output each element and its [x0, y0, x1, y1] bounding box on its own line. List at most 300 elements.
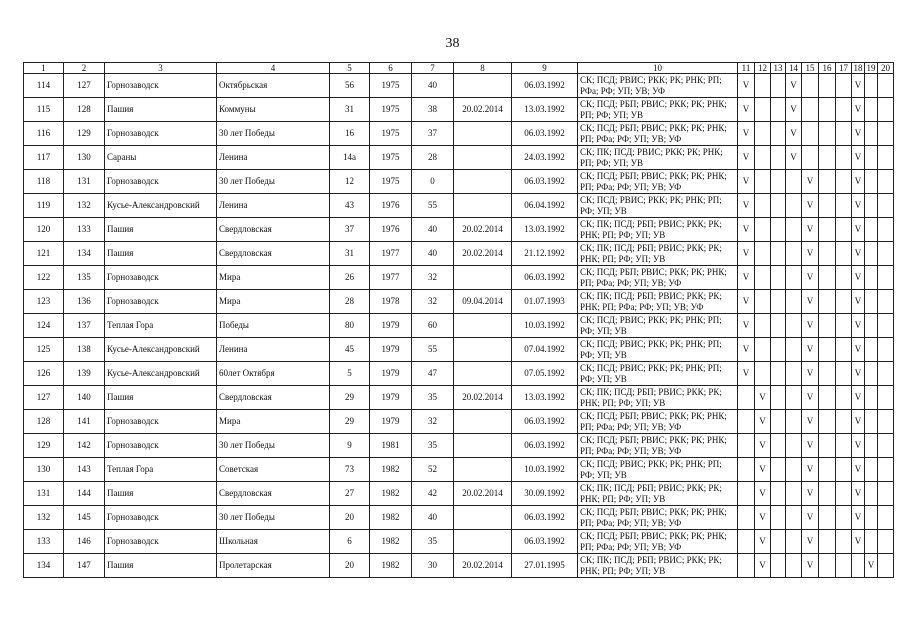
mark-cell: [836, 170, 852, 194]
mark-cell: V: [755, 530, 771, 554]
mark-cell: V: [738, 74, 755, 98]
mark-cell: [878, 122, 894, 146]
year-cell: 1981: [370, 434, 412, 458]
settlement-cell: Горнозаводск: [105, 74, 217, 98]
date-cell: 06.03.1992: [512, 266, 578, 290]
value-cell: 35: [412, 434, 454, 458]
mark-cell: V: [802, 458, 819, 482]
mark-cell: [836, 242, 852, 266]
mark-cell: V: [738, 98, 755, 122]
mark-cell: [786, 242, 802, 266]
date-cell: [454, 170, 512, 194]
mark-cell: V: [802, 338, 819, 362]
date-cell: 06.03.1992: [512, 74, 578, 98]
mark-cell: V: [786, 74, 802, 98]
row-number: 119: [24, 194, 64, 218]
date-cell: 06.03.1992: [512, 506, 578, 530]
column-header: 20: [878, 63, 894, 74]
value-cell: 35: [412, 530, 454, 554]
column-header: 11: [738, 63, 755, 74]
object-number: 133: [64, 218, 105, 242]
table-row: [24, 74, 894, 98]
object-number: 146: [64, 530, 105, 554]
mark-cell: [836, 218, 852, 242]
mark-cell: [836, 386, 852, 410]
street-cell: Свердловская: [217, 482, 330, 506]
year-cell: 1982: [370, 458, 412, 482]
house-number-cell: 73: [330, 458, 370, 482]
mark-cell: [755, 290, 771, 314]
year-cell: 1979: [370, 362, 412, 386]
year-cell: 1982: [370, 530, 412, 554]
housing-registry-table: [23, 62, 894, 578]
mark-cell: [865, 362, 878, 386]
value-cell: 40: [412, 74, 454, 98]
column-header: 8: [454, 63, 512, 74]
mark-cell: [865, 338, 878, 362]
mark-cell: [836, 530, 852, 554]
mark-cell: [878, 506, 894, 530]
row-number: 114: [24, 74, 64, 98]
mark-cell: [878, 290, 894, 314]
mark-cell: [786, 554, 802, 578]
street-cell: Ленина: [217, 338, 330, 362]
date-cell: 13.03.1992: [512, 98, 578, 122]
mark-cell: [819, 362, 836, 386]
date-cell: 06.03.1992: [512, 410, 578, 434]
value-cell: 37: [412, 122, 454, 146]
work-types-cell: СК; ПК; ПСД; РВИС; РКК; РК; РНК; РП; РФ; УП; УВ: [578, 146, 738, 170]
object-number: 127: [64, 74, 105, 98]
mark-cell: V: [852, 410, 865, 434]
mark-cell: [878, 170, 894, 194]
mark-cell: [819, 314, 836, 338]
street-cell: Советская: [217, 458, 330, 482]
object-number: 129: [64, 122, 105, 146]
mark-cell: V: [802, 218, 819, 242]
mark-cell: [738, 554, 755, 578]
value-cell: 55: [412, 194, 454, 218]
year-cell: 1979: [370, 386, 412, 410]
mark-cell: [755, 338, 771, 362]
mark-cell: [819, 434, 836, 458]
mark-cell: [819, 458, 836, 482]
work-types-cell: СК; ПК; ПСД; РБП; РВИС; РКК; РК; РНК; РП; РФ; УП; УВ: [578, 386, 738, 410]
date-cell: 20.02.2014: [454, 218, 512, 242]
table-row: [24, 122, 894, 146]
mark-cell: [819, 146, 836, 170]
mark-cell: V: [852, 458, 865, 482]
mark-cell: [786, 266, 802, 290]
house-number-cell: 45: [330, 338, 370, 362]
mark-cell: [878, 242, 894, 266]
year-cell: 1979: [370, 338, 412, 362]
table-row: [24, 554, 894, 578]
mark-cell: V: [755, 506, 771, 530]
house-number-cell: 20: [330, 506, 370, 530]
mark-cell: V: [786, 98, 802, 122]
settlement-cell: Горнозаводск: [105, 122, 217, 146]
work-types-cell: СК; ПСД; РВИС; РКК; РК; РНК; РП; РФ; УП; УВ: [578, 362, 738, 386]
mark-cell: V: [852, 98, 865, 122]
house-number-cell: 28: [330, 290, 370, 314]
column-header: 13: [771, 63, 786, 74]
row-number: 124: [24, 314, 64, 338]
street-cell: 30 лет Победы: [217, 122, 330, 146]
table-row: [24, 242, 894, 266]
date-cell: 21.12.1992: [512, 242, 578, 266]
mark-cell: [819, 170, 836, 194]
mark-cell: V: [802, 242, 819, 266]
table-row: [24, 530, 894, 554]
mark-cell: [836, 314, 852, 338]
value-cell: 40: [412, 242, 454, 266]
work-types-cell: СК; ПК; ПСД; РБП; РВИС; РКК; РК; РНК; РП; РФ; УП; УВ: [578, 242, 738, 266]
work-types-cell: СК; ПСД; РБП; РВИС; РКК; РК; РНК; РП; РФа; РФ; УП; УВ; УФ: [578, 410, 738, 434]
row-number: 132: [24, 506, 64, 530]
table-row: [24, 362, 894, 386]
settlement-cell: Горнозаводск: [105, 506, 217, 530]
mark-cell: [819, 290, 836, 314]
value-cell: 55: [412, 338, 454, 362]
year-cell: 1982: [370, 506, 412, 530]
mark-cell: [836, 290, 852, 314]
street-cell: Свердловская: [217, 242, 330, 266]
date-cell: [454, 338, 512, 362]
mark-cell: V: [852, 386, 865, 410]
column-header: 12: [755, 63, 771, 74]
work-types-cell: СК; ПК; ПСД; РБП; РВИС; РКК; РК; РНК; РП; РФ; УП; УВ: [578, 218, 738, 242]
mark-cell: [878, 338, 894, 362]
mark-cell: V: [852, 218, 865, 242]
work-types-cell: СК; ПСД; РВИС; РКК; РК; РНК; РП; РФ; УП; УВ: [578, 338, 738, 362]
date-cell: [454, 266, 512, 290]
year-cell: 1977: [370, 242, 412, 266]
column-header: 16: [819, 63, 836, 74]
column-header: 18: [853, 63, 863, 73]
mark-cell: [738, 530, 755, 554]
object-number: 136: [64, 290, 105, 314]
row-number: 129: [24, 434, 64, 458]
house-number-cell: 27: [330, 482, 370, 506]
mark-cell: [771, 482, 786, 506]
mark-cell: [771, 362, 786, 386]
mark-cell: [836, 482, 852, 506]
object-number: 143: [64, 458, 105, 482]
date-cell: [454, 74, 512, 98]
mark-cell: [771, 386, 786, 410]
street-cell: Октябрьская: [217, 74, 330, 98]
mark-cell: [819, 410, 836, 434]
work-types-cell: СК; ПСД; РВИС; РКК; РК; РНК; РП; РФ; УП; УВ: [578, 194, 738, 218]
settlement-cell: Теплая Гора: [105, 314, 217, 338]
mark-cell: [865, 386, 878, 410]
year-cell: 1979: [370, 314, 412, 338]
mark-cell: [771, 146, 786, 170]
row-number: 125: [24, 338, 64, 362]
mark-cell: V: [755, 434, 771, 458]
mark-cell: V: [755, 554, 771, 578]
mark-cell: [878, 266, 894, 290]
mark-cell: V: [802, 386, 819, 410]
date-cell: [454, 146, 512, 170]
date-cell: [454, 362, 512, 386]
mark-cell: [786, 314, 802, 338]
table-body: [24, 74, 894, 578]
value-cell: 32: [412, 410, 454, 434]
work-types-cell: СК; ПСД; РБП; РВИС; РКК; РК; РНК; РП; РФ; УП; УВ: [578, 98, 738, 122]
settlement-cell: Сараны: [105, 146, 217, 170]
mark-cell: [878, 554, 894, 578]
mark-cell: [836, 554, 852, 578]
mark-cell: [836, 434, 852, 458]
object-number: 141: [64, 410, 105, 434]
mark-cell: V: [802, 410, 819, 434]
date-cell: 10.03.1992: [512, 314, 578, 338]
row-number: 121: [24, 242, 64, 266]
date-cell: [454, 434, 512, 458]
mark-cell: V: [802, 362, 819, 386]
mark-cell: [771, 74, 786, 98]
year-cell: 1975: [370, 98, 412, 122]
work-types-cell: СК; ПСД; РБП; РВИС; РКК; РК; РНК; РП; РФа; РФ; УП; УВ; УФ: [578, 434, 738, 458]
date-cell: 30.09.1992: [512, 482, 578, 506]
mark-cell: V: [852, 362, 865, 386]
row-number: 134: [24, 554, 64, 578]
mark-cell: [755, 266, 771, 290]
table-row: [24, 506, 894, 530]
mark-cell: V: [852, 290, 865, 314]
mark-cell: V: [755, 410, 771, 434]
mark-cell: [819, 194, 836, 218]
column-header: 9: [512, 63, 578, 74]
value-cell: 60: [412, 314, 454, 338]
column-header: 2: [64, 63, 105, 74]
mark-cell: [771, 98, 786, 122]
table-row: [24, 314, 894, 338]
mark-cell: [755, 170, 771, 194]
date-cell: 09.04.2014: [454, 290, 512, 314]
mark-cell: [865, 458, 878, 482]
mark-cell: V: [738, 290, 755, 314]
row-number: 122: [24, 266, 64, 290]
house-number-cell: 20: [330, 554, 370, 578]
mark-cell: [771, 122, 786, 146]
mark-cell: [802, 122, 819, 146]
object-number: 137: [64, 314, 105, 338]
mark-cell: [786, 170, 802, 194]
column-header: 14: [786, 63, 802, 74]
work-types-cell: СК; ПСД; РВИС; РКК; РК; РНК; РП; РФ; УП; УВ: [578, 314, 738, 338]
mark-cell: [819, 506, 836, 530]
mark-cell: [878, 218, 894, 242]
year-cell: 1975: [370, 146, 412, 170]
table-row: [24, 458, 894, 482]
column-header: 7: [412, 63, 454, 74]
date-cell: 24.03.1992: [512, 146, 578, 170]
row-number: 115: [24, 98, 64, 122]
work-types-cell: СК; ПСД; РБП; РВИС; РКК; РК; РНК; РП; РФа; РФ; УП; УВ; УФ: [578, 506, 738, 530]
table-row: [24, 290, 894, 314]
object-number: 144: [64, 482, 105, 506]
mark-cell: [771, 530, 786, 554]
mark-cell: [836, 506, 852, 530]
mark-cell: V: [852, 242, 865, 266]
mark-cell: [819, 218, 836, 242]
value-cell: 32: [412, 290, 454, 314]
mark-cell: [865, 290, 878, 314]
work-types-cell: СК; ПСД; РБП; РВИС; РКК; РК; РНК; РП; РФа; РФ; УП; УВ; УФ: [578, 530, 738, 554]
mark-cell: V: [865, 554, 878, 578]
mark-cell: [738, 458, 755, 482]
mark-cell: [878, 314, 894, 338]
column-header: 3: [105, 63, 217, 74]
date-cell: 27.01.1995: [512, 554, 578, 578]
mark-cell: [786, 338, 802, 362]
settlement-cell: Кусье-Александровский: [105, 338, 217, 362]
mark-cell: V: [852, 338, 865, 362]
table-row: [24, 194, 894, 218]
work-types-cell: СК; ПСД; РБП; РВИС; РКК; РК; РНК; РП; РФа; РФ; УП; УВ; УФ: [578, 122, 738, 146]
work-types-cell: СК; ПК; ПСД; РБП; РВИС; РКК; РК; РНК; РП; РФа; РФ; УП; УВ; УФ: [578, 290, 738, 314]
value-cell: 28: [412, 146, 454, 170]
work-types-cell: СК; ПСД; РВИС; РКК; РК; РНК; РП; РФ; УП; УВ: [578, 458, 738, 482]
value-cell: 40: [412, 506, 454, 530]
mark-cell: V: [802, 170, 819, 194]
mark-cell: V: [786, 122, 802, 146]
mark-cell: V: [738, 122, 755, 146]
table-row: [24, 266, 894, 290]
house-number-cell: 29: [330, 410, 370, 434]
mark-cell: V: [738, 266, 755, 290]
settlement-cell: Пашия: [105, 554, 217, 578]
object-number: 140: [64, 386, 105, 410]
mark-cell: [738, 506, 755, 530]
object-number: 142: [64, 434, 105, 458]
house-number-cell: 5: [330, 362, 370, 386]
column-header: 15: [802, 63, 819, 74]
date-cell: 10.03.1992: [512, 458, 578, 482]
date-cell: 07.04.1992: [512, 338, 578, 362]
mark-cell: V: [786, 146, 802, 170]
value-cell: 38: [412, 98, 454, 122]
date-cell: 20.02.2014: [454, 386, 512, 410]
settlement-cell: Горнозаводск: [105, 530, 217, 554]
mark-cell: [852, 554, 865, 578]
mark-cell: [755, 314, 771, 338]
mark-cell: [819, 98, 836, 122]
mark-cell: [771, 338, 786, 362]
column-header: 1: [24, 63, 64, 74]
mark-cell: [878, 458, 894, 482]
row-number: 131: [24, 482, 64, 506]
house-number-cell: 29: [330, 386, 370, 410]
mark-cell: [865, 218, 878, 242]
value-cell: 42: [412, 482, 454, 506]
house-number-cell: 56: [330, 74, 370, 98]
object-number: 145: [64, 506, 105, 530]
date-cell: [454, 506, 512, 530]
mark-cell: V: [802, 194, 819, 218]
value-cell: 52: [412, 458, 454, 482]
mark-cell: [786, 434, 802, 458]
house-number-cell: 31: [330, 242, 370, 266]
mark-cell: [819, 74, 836, 98]
settlement-cell: Кусье-Александровский: [105, 362, 217, 386]
mark-cell: V: [802, 434, 819, 458]
work-types-cell: СК; ПСД; РВИС; РКК; РК; РНК; РП; РФа; РФ; УП; УВ; УФ: [578, 74, 738, 98]
object-number: 147: [64, 554, 105, 578]
mark-cell: V: [852, 122, 865, 146]
object-number: 134: [64, 242, 105, 266]
mark-cell: [865, 434, 878, 458]
mark-cell: [865, 314, 878, 338]
mark-cell: [786, 458, 802, 482]
house-number-cell: 37: [330, 218, 370, 242]
settlement-cell: Пашия: [105, 386, 217, 410]
house-number-cell: 43: [330, 194, 370, 218]
settlement-cell: Горнозаводск: [105, 290, 217, 314]
table-row: [24, 170, 894, 194]
mark-cell: [836, 362, 852, 386]
mark-cell: V: [738, 194, 755, 218]
date-cell: 07.05.1992: [512, 362, 578, 386]
settlement-cell: Горнозаводск: [105, 410, 217, 434]
street-cell: Свердловская: [217, 218, 330, 242]
mark-cell: [786, 290, 802, 314]
mark-cell: [786, 362, 802, 386]
year-cell: 1975: [370, 122, 412, 146]
mark-cell: [836, 266, 852, 290]
work-types-cell: СК; ПК; ПСД; РБП; РВИС; РКК; РК; РНК; РП; РФ; УП; УВ: [578, 554, 738, 578]
mark-cell: [771, 410, 786, 434]
mark-cell: V: [738, 218, 755, 242]
mark-cell: V: [738, 242, 755, 266]
year-cell: 1975: [370, 74, 412, 98]
row-number: 120: [24, 218, 64, 242]
value-cell: 32: [412, 266, 454, 290]
mark-cell: [836, 338, 852, 362]
street-cell: Победы: [217, 314, 330, 338]
table-row: [24, 434, 894, 458]
mark-cell: [771, 506, 786, 530]
street-cell: Ленина: [217, 146, 330, 170]
date-cell: [454, 122, 512, 146]
mark-cell: [771, 314, 786, 338]
house-number-cell: 80: [330, 314, 370, 338]
mark-cell: [865, 482, 878, 506]
mark-cell: [738, 482, 755, 506]
mark-cell: V: [852, 74, 865, 98]
mark-cell: [878, 530, 894, 554]
mark-cell: [865, 242, 878, 266]
date-cell: 20.02.2014: [454, 98, 512, 122]
mark-cell: [836, 410, 852, 434]
date-cell: 13.03.1992: [512, 386, 578, 410]
street-cell: Свердловская: [217, 386, 330, 410]
house-number-cell: 14а: [330, 146, 370, 170]
mark-cell: V: [802, 314, 819, 338]
mark-cell: [878, 362, 894, 386]
settlement-cell: Горнозаводск: [105, 434, 217, 458]
year-cell: 1979: [370, 410, 412, 434]
mark-cell: [755, 74, 771, 98]
year-cell: 1977: [370, 266, 412, 290]
mark-cell: [755, 362, 771, 386]
date-cell: [454, 314, 512, 338]
mark-cell: [786, 410, 802, 434]
date-cell: 06.03.1992: [512, 434, 578, 458]
